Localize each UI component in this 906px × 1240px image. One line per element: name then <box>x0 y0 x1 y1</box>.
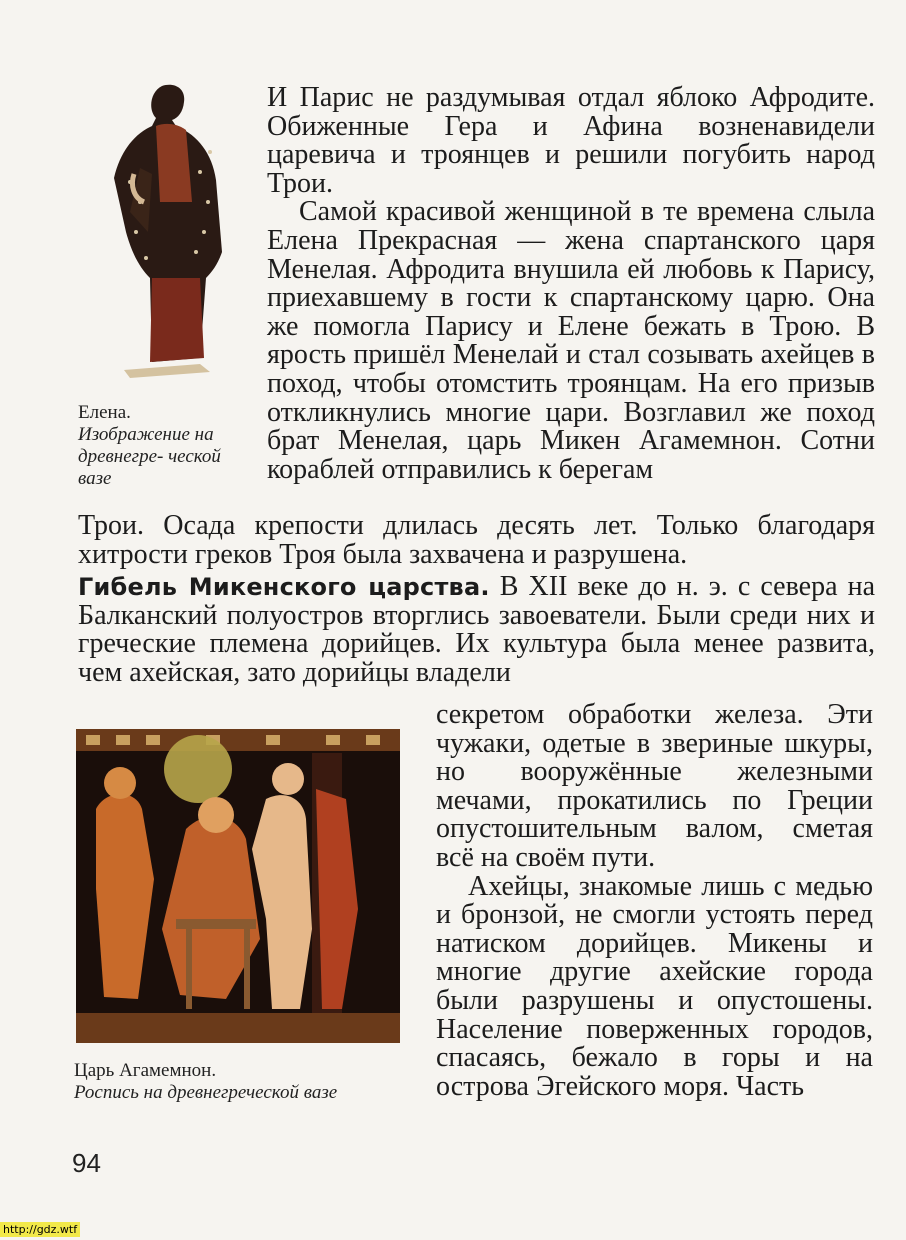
agamemnon-caption <box>74 1060 394 1104</box>
paragraph-2-continued: Трои. Осада крепости длилась десять лет. Только благодаря хитрости греков Троя была захвачена и разрушена. <box>78 510 875 570</box>
text-column-lower <box>436 701 873 1101</box>
helena-caption <box>78 402 248 490</box>
paragraph-3-continued: секретом обработки железа. Эти чужаки, одетые в звериные шкуры, но вооружённые железными мечами, прокатились по Греции опустошительным валом, сметая всё на своём пути. <box>436 699 873 873</box>
page-number: 94 <box>72 1148 101 1178</box>
watermark-link[interactable]: http://gdz.wtf <box>0 1222 80 1237</box>
agamemnon-vase-painting <box>76 729 400 1043</box>
paragraph-3-text: В XII веке до н. э. с севера на Балканский полуостров вторглись завоеватели. Были среди них и греческие племена дорийцев. Их культура была менее развита, чем ахейская, зато дорийцы владели <box>78 571 876 688</box>
paragraph-4: Ахейцы, знакомые лишь с медью и бронзой, не смогли устоять перед натиском дорийцев. Микены и многие другие ахейские города были разрушены и опустошены. Население поверженных городов, спасаясь, бежало в горы и на острова Эгейского моря. Часть <box>436 870 873 1102</box>
helena-caption-italic: Изображение на древнегре- ческой вазе <box>78 424 221 489</box>
section-heading: Гибель Микенского царства. <box>78 573 490 602</box>
agamemnon-caption-italic: Роспись на древнегреческой вазе <box>74 1082 338 1103</box>
helena-vase-figure <box>100 82 240 388</box>
helena-caption-title: Елена. <box>78 402 131 423</box>
paragraph-3 <box>78 573 875 687</box>
text-column-upper <box>267 84 875 484</box>
text-column-full <box>78 512 875 688</box>
paragraph-1: И Парис не раздумывая отдал яблоко Афродите. Обиженные Гера и Афина возненавидели царевича и троянцев и решили погубить народ Трои. <box>267 82 875 199</box>
agamemnon-caption-title: Царь Агамемнон. <box>74 1060 217 1081</box>
paragraph-2: Самой красивой женщиной в те времена слыла Елена Прекрасная — жена спартанского царя Менелая. Афродита внушила ей любовь к Парису, приехавшему в гости к спартанскому царю. Она же помогла Парису и Елене бежать в Трою. В ярость пришёл Менелай и стал созывать ахейцев в поход, чтобы отомстить троянцам. На его призыв откликнулись многие цари. Возглавил же поход брат Менелая, царь Микен Агамемнон. Сотни кораблей отправились к берегам <box>267 196 875 485</box>
